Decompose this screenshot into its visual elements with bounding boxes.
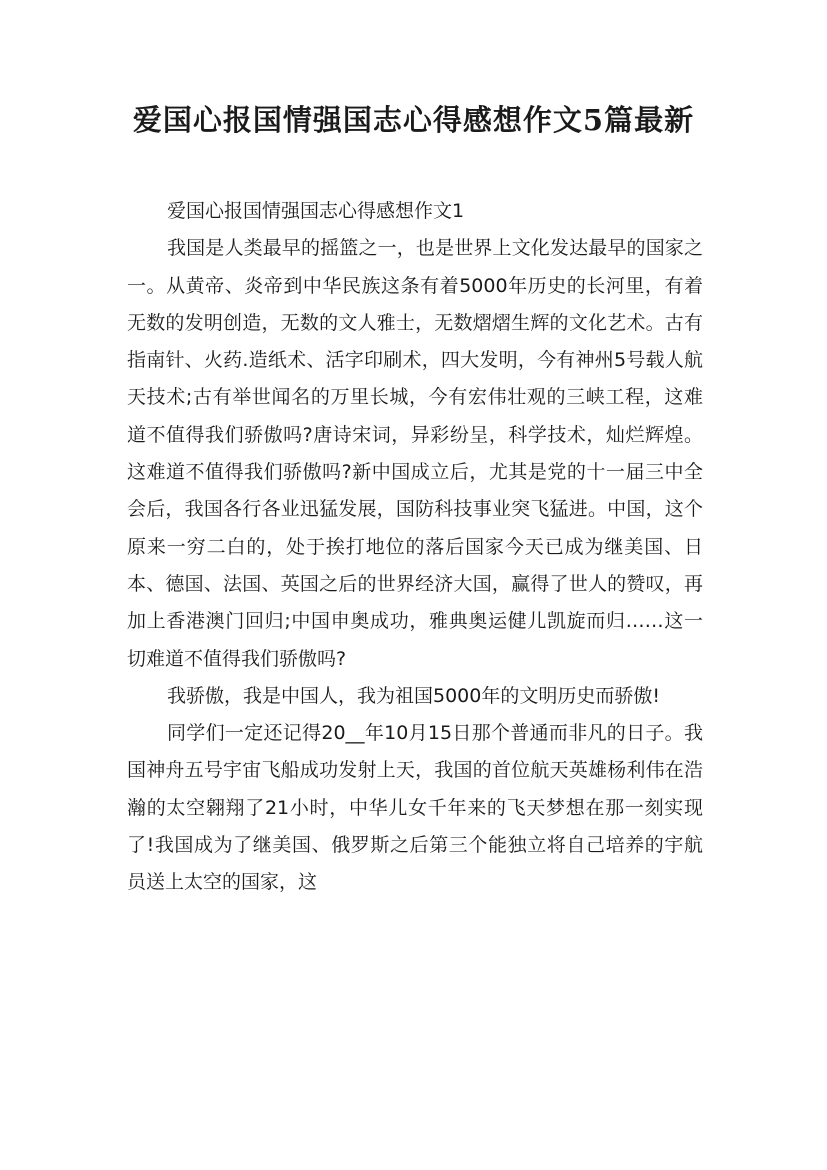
section-heading: 爱国心报国情强国志心得感想作文1	[167, 200, 465, 222]
paragraph: 我骄傲，我是中国人，我为祖国5000年的文明历史而骄傲!	[167, 684, 660, 707]
document-title: 爱国心报国情强国志心得感想作文5篇最新	[132, 103, 695, 137]
paragraph: 同学们一定还记得20__年10月15日那个普通而非凡的日子。我国神舟五号宇宙飞船成功发射上天，我国的首位航天英雄杨利伟在浩瀚的太空翱翔了21小时，中华儿女千年来的飞天梦想在那一刻实现了!我国成为了继美国、俄罗斯之后第三个能独立将自己培养的宇航员送上太空的国家，这	[127, 722, 703, 894]
paragraph: 我国是人类最早的摇篮之一，也是世界上文化发达最早的国家之一。从黄帝、炎帝到中华民族这条有着5000年历史的长河里，有着无数的发明创造，无数的文人雅士，无数熠熠生辉的文化艺术。古有指南针、火药.造纸术、活字印刷术，四大发明，今有神州5号载人航天技术;古有举世闻名的万里长城，今有宏伟壮观的三峡工程，这难道不值得我们骄傲吗?唐诗宋词，异彩纷呈，科学技术，灿烂辉煌。这难道不值得我们骄傲吗?新中国成立后，尤其是党的十一届三中全会后，我国各行各业迅猛发展，国防科技事业突飞猛进。中国，这个原来一穷二白的，处于挨打地位的落后国家今天已成为继美国、日本、德国、法国、英国之后的世界经济大国，赢得了世人的赞叹，再加上香港澳门回归;中国申奥成功，雅典奥运健儿凯旋而归……这一切难道不值得我们骄傲吗?	[127, 237, 703, 670]
document-body	[127, 193, 703, 902]
